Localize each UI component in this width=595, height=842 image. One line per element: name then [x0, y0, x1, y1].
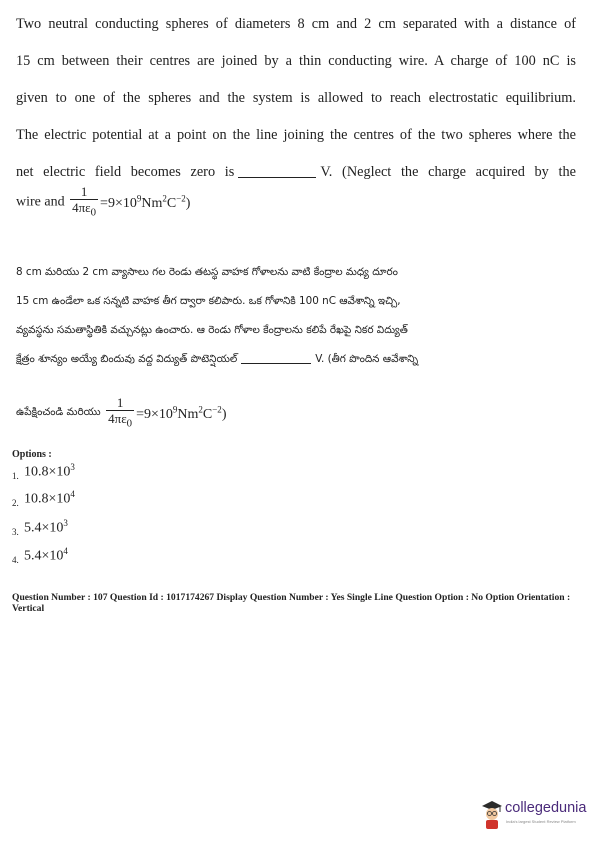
logo-wordmark: collegedunia [505, 800, 587, 816]
fraction-denominator [106, 410, 134, 432]
denominator-text: 4πε [108, 411, 127, 426]
fraction-numerator: 1 [80, 184, 88, 199]
answer-blank [238, 163, 316, 178]
question-telugu [16, 258, 576, 374]
question-text: క్షేత్రం శూన్యం అయ్యే బిందువు వద్ద విద్యుత్ పొటెన్షియల్ [16, 353, 238, 365]
units-text: Nm [177, 406, 199, 422]
question-line: 8 cm మరియు 2 cm వ్యాసాలు గల రెండు తటస్థ వాహక గోళాలను వాటి కేంద్రాల మధ్య దూరం [16, 266, 398, 278]
closing-paren: ) [185, 195, 191, 211]
logo-tagline: India's largest Student Review Platform [506, 819, 576, 824]
rhs-exponent: 9 [172, 403, 178, 414]
question-text: net electric field becomes zero is [16, 164, 235, 180]
question-meta: Question Number : 107 Question Id : 1017174267 Display Question Number : Yes Single Line Question Option : No Option Orientation : Vertical [12, 592, 571, 614]
question-line: 15 cm ఉండేలా ఒక సన్నటి వాహక తీగ ద్వారా కలిపారు. ఒక గోళానికి 100 nC ఆవేశాన్ని ఇచ్చి, [16, 295, 401, 307]
fraction [70, 184, 98, 221]
question-line: given to one of the spheres and the system is allowed to reach electrostatic equilibrium. [16, 90, 576, 106]
formula-prefix: wire and [16, 194, 65, 210]
rhs-text: =9×10 [136, 406, 173, 422]
fraction-numerator: 1 [116, 395, 124, 410]
denominator-subscript: 0 [126, 417, 133, 430]
units-coulomb: C [166, 195, 177, 211]
units-exponent: 2 [162, 192, 167, 203]
option-exponent: 4 [70, 489, 75, 499]
option-number: 4. [12, 554, 19, 565]
question-line [16, 345, 576, 374]
formula-prefix: ఉపేక్షించండి మరియు [16, 405, 101, 418]
option-value: 10.8×10 [24, 464, 71, 480]
graduate-mascot-icon [480, 797, 504, 831]
denominator-text: 4πε [72, 200, 91, 215]
units-exponent: −2 [212, 403, 222, 414]
option-number: 1. [12, 470, 19, 481]
units-exponent: −2 [176, 192, 186, 203]
question-text: V. (Neglect the charge acquired by the [320, 164, 576, 180]
units-text: Nm [141, 195, 163, 211]
option-exponent: 3 [63, 518, 68, 528]
option-number: 3. [12, 526, 19, 537]
collegedunia-logo [480, 797, 590, 831]
question-line: The electric potential at a point on the line joining the centres of the two spheres where the [16, 127, 576, 143]
rhs-text: =9×10 [100, 195, 137, 211]
formula-rhs [136, 403, 227, 422]
units-exponent: 2 [198, 403, 203, 414]
option-number: 2. [12, 497, 19, 508]
formula-line-telugu [16, 395, 226, 432]
question-line: 15 cm between their centres are joined by a thin conducting wire. A charge of 100 nC is [16, 53, 576, 69]
fraction-denominator [70, 199, 98, 221]
formula-line-english [16, 184, 190, 221]
option-1[interactable] [12, 462, 75, 481]
options-label: Options : [12, 449, 52, 460]
formula-rhs [100, 192, 191, 211]
option-exponent: 4 [63, 546, 68, 556]
option-value: 10.8×10 [24, 491, 71, 507]
option-exponent: 3 [70, 462, 75, 472]
question-english [16, 6, 576, 191]
question-text: V. (తీగ పొందిన ఆవేశాన్ని [315, 353, 419, 365]
answer-blank [241, 349, 311, 364]
rhs-exponent: 9 [136, 192, 142, 203]
option-value: 5.4×10 [24, 520, 64, 536]
units-coulomb: C [202, 406, 213, 422]
option-4[interactable] [12, 546, 68, 565]
denominator-subscript: 0 [90, 206, 97, 219]
question-line: Two neutral conducting spheres of diameters 8 cm and 2 cm separated with a distance of [16, 16, 576, 32]
closing-paren: ) [221, 406, 227, 422]
option-value: 5.4×10 [24, 548, 64, 564]
option-3[interactable] [12, 518, 68, 537]
fraction [106, 395, 134, 432]
question-line: వ్యవస్థను సమతాస్థితికి వచ్చునట్లు ఉంచారు. ఆ రెండు గోళాల కేంద్రాలను కలిపే రేఖపై నికర విద్యుత్ [16, 324, 408, 336]
option-2[interactable] [12, 489, 75, 508]
